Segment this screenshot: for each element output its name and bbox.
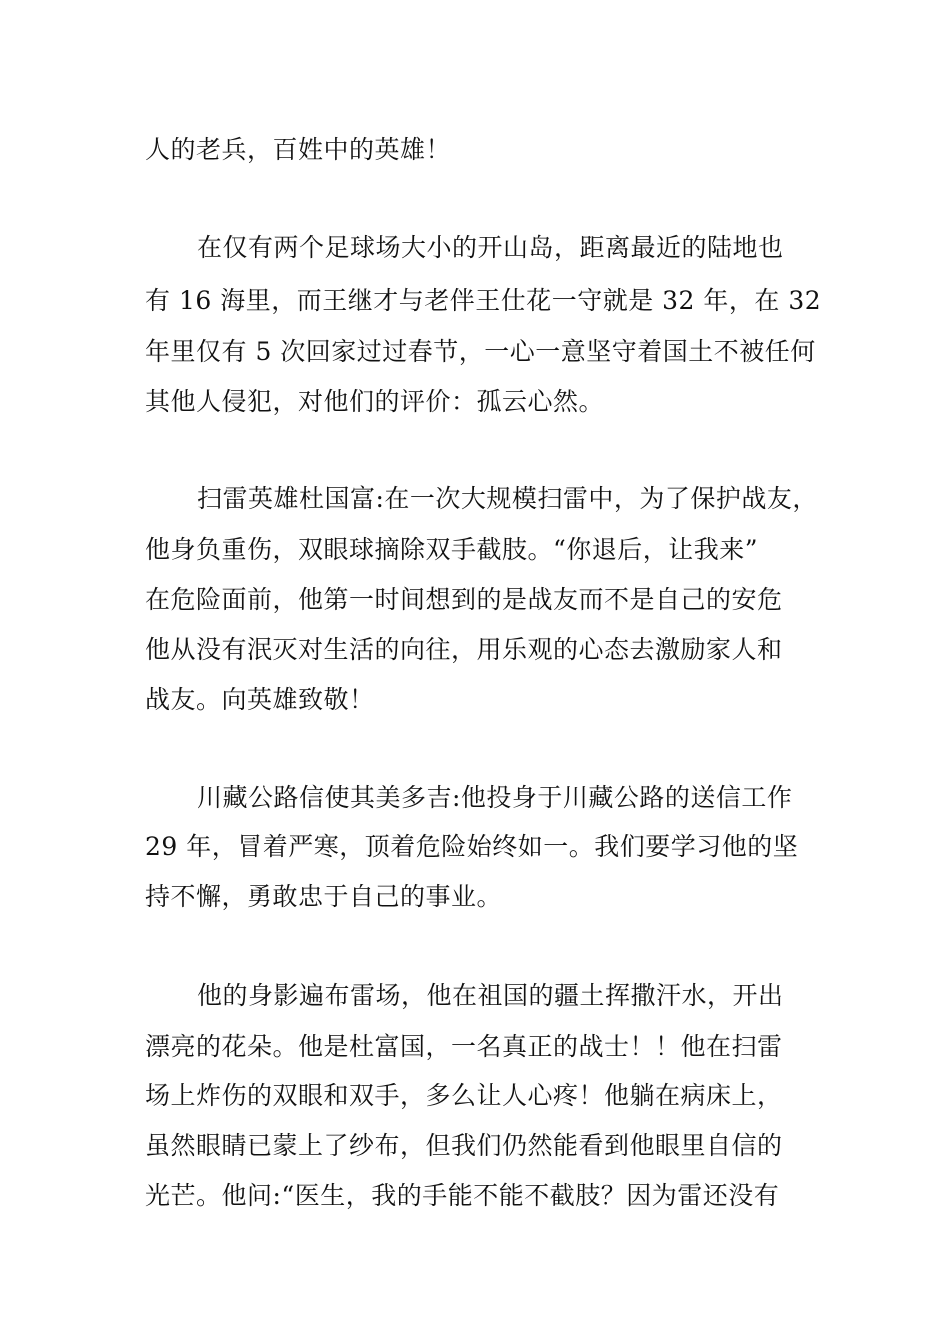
text-line: 持不懈，勇敢忠于自己的事业。 bbox=[145, 882, 503, 911]
text-line: 漂亮的花朵。他是杜富国，一名真正的战士！！他在扫雷 bbox=[145, 1032, 783, 1061]
text-line: 他从没有泯灭对生活的向往，用乐观的心态去激励家人和 bbox=[145, 635, 783, 664]
text-line: 虽然眼睛已蒙上了纱布，但我们仍然能看到他眼里自信的 bbox=[145, 1131, 783, 1160]
text-line: 扫雷英雄杜国富:在一次大规模扫雷中，为了保护战友， bbox=[197, 484, 818, 513]
text-line: 其他人侵犯，对他们的评价：孤云心然。 bbox=[145, 387, 605, 416]
text-line: 29 年，冒着严寒，顶着危险始终如一。我们要学习他的坚 bbox=[145, 832, 799, 861]
text-line: 他身负重伤，双眼球摘除双手截肢。“你退后，让我来” bbox=[145, 535, 759, 564]
text-line: 战友。向英雄致敬！ bbox=[145, 685, 375, 714]
text-line: 有 16 海里，而王继才与老伴王仕花一守就是 32 年，在 32 bbox=[145, 286, 822, 315]
text-line: 人的老兵，百姓中的英雄！ bbox=[145, 135, 452, 164]
text-line: 在危险面前，他第一时间想到的是战友而不是自己的安危 bbox=[145, 585, 783, 614]
text-line: 川藏公路信使其美多吉:他投身于川藏公路的送信工作 bbox=[197, 783, 793, 812]
text-line: 光芒。他问:“医生，我的手能不能不截肢？因为雷还没有 bbox=[145, 1181, 780, 1210]
text-line: 场上炸伤的双眼和双手，多么让人心疼！他躺在病床上， bbox=[145, 1081, 783, 1110]
text-line: 在仅有两个足球场大小的开山岛，距离最近的陆地也 bbox=[197, 233, 784, 262]
text-line: 年里仅有 5 次回家过过春节，一心一意坚守着国土不被任何 bbox=[145, 337, 816, 366]
text-line: 他的身影遍布雷场，他在祖国的疆土挥撒汗水，开出 bbox=[197, 981, 784, 1010]
